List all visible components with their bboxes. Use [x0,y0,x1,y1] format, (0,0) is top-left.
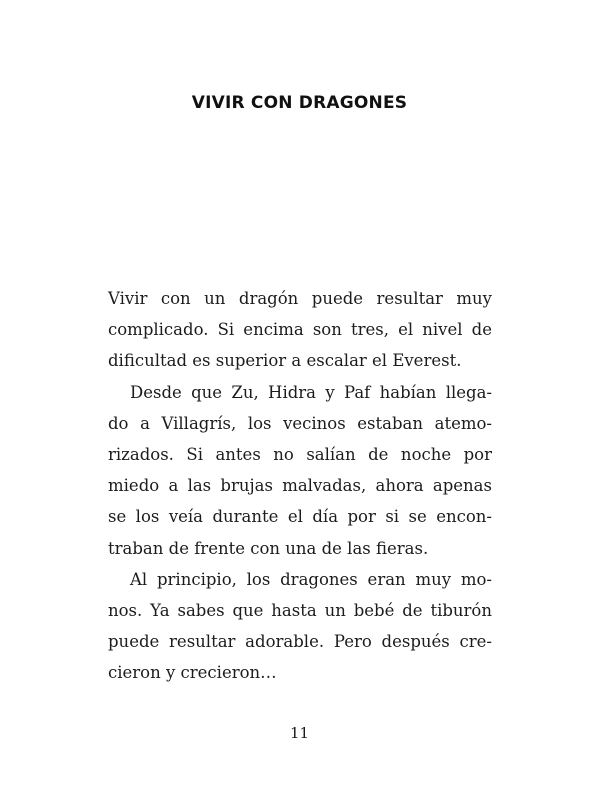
text-line: puede resultar adorable. Pero después cre- [108,632,492,652]
text-line: traban de frente con una de las fieras. [108,538,429,558]
paragraph-2 [108,377,492,564]
chapter-title: VIVIR CON DRAGONES [191,93,408,113]
text-line: nos. Ya sabes que hasta un bebé de tiburón [108,600,492,620]
text-line: miedo a las brujas malvadas, ahora apenas [108,476,492,496]
text-line: do a Villagrís, los vecinos estaban atemo- [108,413,492,433]
text-line: Al principio, los dragones eran muy mo- [130,569,492,589]
page-number: 11 [289,724,310,742]
text-line: Vivir con un dragón puede resultar muy [108,289,492,308]
paragraph-1 [108,283,492,377]
text-line: Desde que Zu, Hidra y Paf habían llega- [130,382,492,402]
text-line: cieron y crecieron… [108,663,277,683]
text-line: se los veía durante el día por si se encon- [108,507,492,527]
text-line: rizados. Si antes no salían de noche por [108,444,492,464]
text-line: dificultad es superior a escalar el Everest. [108,351,462,371]
body-text [108,283,492,688]
paragraph-3 [108,564,492,689]
text-line: complicado. Si encima son tres, el nivel de [108,320,492,340]
